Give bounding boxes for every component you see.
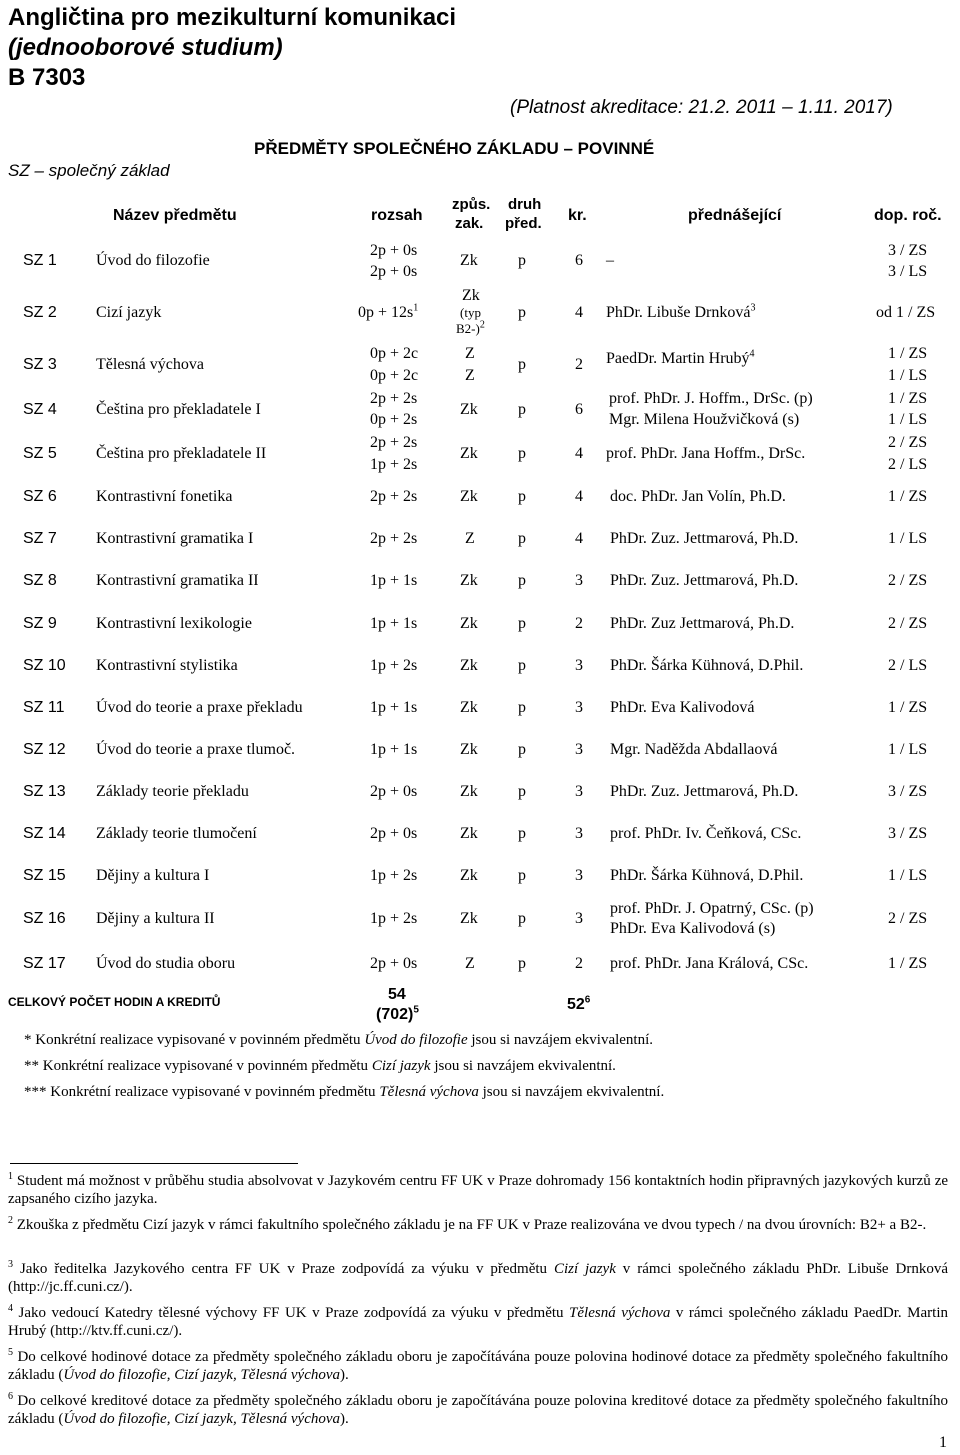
row-dop: 1 / LS — [888, 530, 928, 547]
row-name: Úvod do studia oboru — [96, 955, 236, 972]
col-kr-header: kr. — [568, 207, 587, 224]
row-name: Čeština pro překladatele II — [96, 445, 267, 462]
row-kr: 3 — [575, 741, 583, 758]
row-code: SZ 4 — [23, 401, 57, 418]
footnote-divider — [10, 1163, 298, 1164]
row-rozsah: 2p + 0s — [370, 955, 418, 972]
row-zp: Zk — [460, 615, 478, 632]
row-kr: 4 — [575, 445, 583, 462]
row-name: Kontrastivní stylistika — [96, 657, 238, 674]
row-dop: 3 / ZS — [888, 783, 928, 800]
validity-note: (Platnost akreditace: 21.2. 2011 – 1.11. 2017) — [510, 97, 893, 118]
row-kr: 2 — [575, 356, 583, 373]
row-rozsah: 1p + 1s — [370, 699, 418, 716]
row-code: SZ 3 — [23, 356, 57, 373]
row-rozsah: 2p + 0s — [370, 263, 418, 280]
row-dop: 2 / ZS — [888, 910, 928, 927]
row-zp: Z — [465, 345, 475, 362]
footnote-2: $^2$ Zkouška z předmětu Cizí jazyk v rámci fakultního společného základu je na FF UK v Praze realizována ve dvou typech / na dvou úrovních: B2+ a B2-. — [8, 1215, 927, 1233]
total-hours: 54 — [388, 986, 406, 1003]
row-dop: 3 / ZS — [888, 242, 928, 259]
row-rozsah: 1p + 2s — [370, 456, 418, 473]
row-prof: PhDr. Zuz. Jettmarová, Ph.D. — [610, 572, 799, 589]
row-code: SZ 15 — [23, 867, 66, 884]
row-rozsah: 2p + 2s — [370, 530, 418, 547]
row-dop: 2 / ZS — [888, 572, 928, 589]
row-prof: PhDr. Eva Kalivodová — [610, 699, 755, 716]
row-code: SZ 14 — [23, 825, 66, 842]
footnote-3: $^3$ Jako ředitelka Jazykového centra FF UK v Praze zodpovídá za výuku v předmětu Cizí jazyk v rámci společného základu PhDr. Libuše Drnková (http://jc.ff.cuni.cz/). — [8, 1259, 949, 1295]
row-zp: Zk — [460, 867, 478, 884]
footnote-1: $^1$ Student má možnost v průběhu studia absolvovat v Jazykovém centru FF UK v Praze dohromady 156 kontaktních hodin připravných jazykových kurzů ze zapsaného cizího jazyka. — [8, 1171, 949, 1207]
row-kr: 3 — [575, 825, 583, 842]
row-zp: Zk — [460, 699, 478, 716]
row-name: Kontrastivní fonetika — [96, 488, 233, 505]
row-prof: PhDr. Zuz. Jettmarová, Ph.D. — [610, 530, 799, 547]
col-zak-header: zak. — [455, 215, 484, 232]
row-dop: 2 / ZS — [888, 615, 928, 632]
row-prof: prof. PhDr. J. Opatrný, CSc. (p) — [610, 900, 814, 917]
footnote-5: $^5$ Do celkové hodinové dotace za předměty společného základu oboru je započítávána pouze polovina hodinové dotace za předměty společného fakultního základu (Úvod do filozofie, Cizí jazyk, Tělesná výchova). — [8, 1347, 948, 1383]
row-dop: 1 / ZS — [888, 488, 928, 505]
row-rozsah: 0p + 2c — [370, 367, 419, 384]
row-rozsah: 2p + 0s — [370, 783, 418, 800]
row-druh: p — [518, 825, 526, 842]
row-dop: 1 / LS — [888, 867, 928, 884]
row-rozsah: 2p + 2s — [370, 390, 418, 407]
row-zp: Zk — [460, 252, 478, 269]
row-prof: doc. PhDr. Jan Volín, Ph.D. — [610, 488, 786, 505]
row-kr: 3 — [575, 572, 583, 589]
row-druh: p — [518, 615, 526, 632]
row-kr: 6 — [575, 401, 583, 418]
row-kr: 3 — [575, 867, 583, 884]
row-dop: od 1 / ZS — [876, 304, 936, 321]
equivalence-note-3: *** Konkrétní realizace vypisované v povinném předmětu Tělesná výchova jsou si navzájem ekvivalentní. — [24, 1084, 665, 1100]
row-rozsah: 2p + 2s — [370, 488, 418, 505]
row-rozsah: $0p + 12s^1$ — [358, 302, 419, 321]
row-dop: 3 / ZS — [888, 825, 928, 842]
row-code: SZ 13 — [23, 783, 66, 800]
row-dop: 1 / ZS — [888, 345, 928, 362]
row-zp: Z — [465, 955, 475, 972]
total-label: CELKOVÝ POČET HODIN A KREDITŮ — [8, 995, 221, 1009]
row-zp: Z — [465, 367, 475, 384]
equivalence-note-2: ** Konkrétní realizace vypisované v povinném předmětu Cizí jazyk jsou si navzájem ekvivalentní. — [24, 1058, 616, 1074]
row-code: SZ 17 — [23, 955, 66, 972]
row-kr: 4 — [575, 530, 583, 547]
row-name: Úvod do filozofie — [96, 252, 210, 269]
row-zp: Zk — [460, 783, 478, 800]
row-prof: PhDr. Eva Kalivodová (s) — [610, 920, 776, 937]
row-prof: PhDr. Libuše Drnková$^3$ — [606, 302, 756, 321]
row-code: SZ 2 — [23, 304, 57, 321]
row-name: Cizí jazyk — [96, 304, 162, 321]
page-number: 1 — [939, 1434, 947, 1451]
row-druh: p — [518, 304, 526, 321]
row-druh: p — [518, 783, 526, 800]
row-name: Kontrastivní lexikologie — [96, 615, 252, 632]
row-prof: PhDr. Zuz Jettmarová, Ph.D. — [610, 615, 795, 632]
row-dop: 2 / ZS — [888, 434, 928, 451]
row-zp-type: (typ — [460, 305, 481, 320]
row-code: SZ 7 — [23, 530, 57, 547]
col-zpus-header: způs. — [452, 196, 491, 213]
row-rozsah: 2p + 0s — [370, 242, 418, 259]
row-zp: Zk — [460, 825, 478, 842]
row-rozsah: 1p + 1s — [370, 615, 418, 632]
row-zp: Zk — [460, 657, 478, 674]
section-label: SZ – společný základ — [8, 161, 170, 180]
row-druh: p — [518, 741, 526, 758]
row-prof: – — [606, 252, 614, 269]
row-dop: 2 / LS — [888, 456, 928, 473]
row-name: Základy teorie tlumočení — [96, 825, 257, 842]
row-name: Dějiny a kultura II — [96, 910, 215, 927]
row-zp: Zk — [460, 741, 478, 758]
section-heading: PŘEDMĚTY SPOLEČNÉHO ZÁKLADU – POVINNÉ — [254, 139, 655, 158]
row-kr: 6 — [575, 252, 583, 269]
row-code: SZ 6 — [23, 488, 57, 505]
row-name: Základy teorie překladu — [96, 783, 249, 800]
row-code: SZ 9 — [23, 615, 57, 632]
row-prof: PhDr. Šárka Kühnová, D.Phil. — [610, 867, 804, 884]
row-rozsah: 1p + 2s — [370, 867, 418, 884]
row-dop: 1 / LS — [888, 411, 928, 428]
row-kr: 3 — [575, 699, 583, 716]
footnote-6: $^6$ Do celkové kreditové dotace za předměty společného základu oboru je započítávána pouze polovina kreditové dotace za předměty společného fakultního základu (Úvod do filozofie, Cizí jazyk, Tělesná výchova). — [8, 1391, 949, 1427]
row-code: SZ 10 — [23, 657, 66, 674]
row-druh: p — [518, 955, 526, 972]
row-code: SZ 12 — [23, 741, 66, 758]
row-name: Úvod do teorie a praxe tlumoč. — [96, 741, 296, 758]
row-name: Dějiny a kultura I — [96, 867, 210, 884]
total-credits: $52^6$ — [567, 994, 591, 1013]
row-prof: PhDr. Šárka Kühnová, D.Phil. — [610, 657, 804, 674]
row-druh: p — [518, 252, 526, 269]
row-prof: Mgr. Milena Houžvičková (s) — [609, 411, 800, 428]
row-zp-level: B2-)$^2$ — [456, 319, 485, 336]
row-dop: 1 / LS — [888, 741, 928, 758]
row-zp: Zk — [462, 287, 480, 304]
row-prof: Mgr. Naděžda Abdallaová — [610, 741, 778, 758]
row-zp: Zk — [460, 572, 478, 589]
row-druh: p — [518, 488, 526, 505]
row-dop: 2 / LS — [888, 657, 928, 674]
row-code: SZ 8 — [23, 572, 57, 589]
row-prof: PhDr. Zuz. Jettmarová, Ph.D. — [610, 783, 799, 800]
total-hours-alt: $(702)^5$ — [376, 1004, 419, 1023]
row-kr: 4 — [575, 488, 583, 505]
row-name: Úvod do teorie a praxe překladu — [96, 699, 303, 716]
row-rozsah: 1p + 2s — [370, 910, 418, 927]
footnote-4: $^4$ Jako vedoucí Katedry tělesné výchovy FF UK v Praze zodpovídá za výuku v předmětu Tělesná výchova v rámci společného základu PaedDr. Martin Hrubý (http://ktv.ff.cuni.cz/). — [8, 1303, 949, 1339]
row-dop: 3 / LS — [888, 263, 928, 280]
row-code: SZ 11 — [23, 699, 65, 716]
row-zp: Zk — [460, 488, 478, 505]
row-code: SZ 16 — [23, 910, 66, 927]
row-druh: p — [518, 867, 526, 884]
col-druh-header: druh — [508, 196, 542, 213]
row-rozsah: 2p + 0s — [370, 825, 418, 842]
col-name-header: Název předmětu — [113, 207, 237, 224]
row-zp: Zk — [460, 910, 478, 927]
row-dop: 1 / ZS — [888, 955, 928, 972]
row-rozsah: 2p + 2s — [370, 434, 418, 451]
row-name: Kontrastivní gramatika II — [96, 572, 259, 589]
row-name: Kontrastivní gramatika I — [96, 530, 254, 547]
row-druh: p — [518, 657, 526, 674]
equivalence-note-1: * Konkrétní realizace vypisované v povinném předmětu Úvod do filozofie jsou si navzájem ekvivalentní. — [24, 1032, 654, 1048]
row-dop: 1 / LS — [888, 367, 928, 384]
row-kr: 4 — [575, 304, 583, 321]
row-rozsah: 1p + 1s — [370, 572, 418, 589]
row-druh: p — [518, 572, 526, 589]
row-prof: prof. PhDr. Iv. Čeňková, CSc. — [610, 825, 802, 842]
row-name: Čeština pro překladatele I — [96, 401, 261, 418]
row-kr: 3 — [575, 910, 583, 927]
row-prof: PaedDr. Martin Hrubý$^4$ — [606, 348, 755, 367]
row-kr: 2 — [575, 955, 583, 972]
row-kr: 3 — [575, 783, 583, 800]
document-title: Angličtina pro mezikulturní komunikaci — [8, 4, 457, 31]
document-subtitle: (jednooborové studium) — [8, 34, 283, 61]
row-prof: prof. PhDr. Jana Hoffm., DrSc. — [606, 445, 806, 462]
row-name: Tělesná výchova — [96, 356, 204, 373]
row-dop: 1 / ZS — [888, 699, 928, 716]
col-dop-header: dop. roč. — [874, 207, 942, 224]
col-prof-header: přednášející — [688, 207, 782, 224]
row-druh: p — [518, 401, 526, 418]
row-rozsah: 1p + 2s — [370, 657, 418, 674]
row-zp: Z — [465, 530, 475, 547]
row-code: SZ 1 — [23, 252, 57, 269]
row-rozsah: 0p + 2c — [370, 345, 419, 362]
row-code: SZ 5 — [23, 445, 57, 462]
row-kr: 3 — [575, 657, 583, 674]
row-druh: p — [518, 530, 526, 547]
row-druh: p — [518, 356, 526, 373]
row-druh: p — [518, 445, 526, 462]
row-rozsah: 0p + 2s — [370, 411, 418, 428]
row-dop: 1 / ZS — [888, 390, 928, 407]
col-pred-header: před. — [505, 215, 542, 232]
row-zp: Zk — [460, 445, 478, 462]
program-code: B 7303 — [8, 64, 86, 91]
col-rozsah-header: rozsah — [371, 207, 423, 224]
row-prof: prof. PhDr. J. Hoffm., DrSc. (p) — [609, 390, 813, 407]
row-rozsah: 1p + 1s — [370, 741, 418, 758]
row-druh: p — [518, 699, 526, 716]
row-druh: p — [518, 910, 526, 927]
row-zp: Zk — [460, 401, 478, 418]
row-prof: prof. PhDr. Jana Králová, CSc. — [610, 955, 809, 972]
row-kr: 2 — [575, 615, 583, 632]
